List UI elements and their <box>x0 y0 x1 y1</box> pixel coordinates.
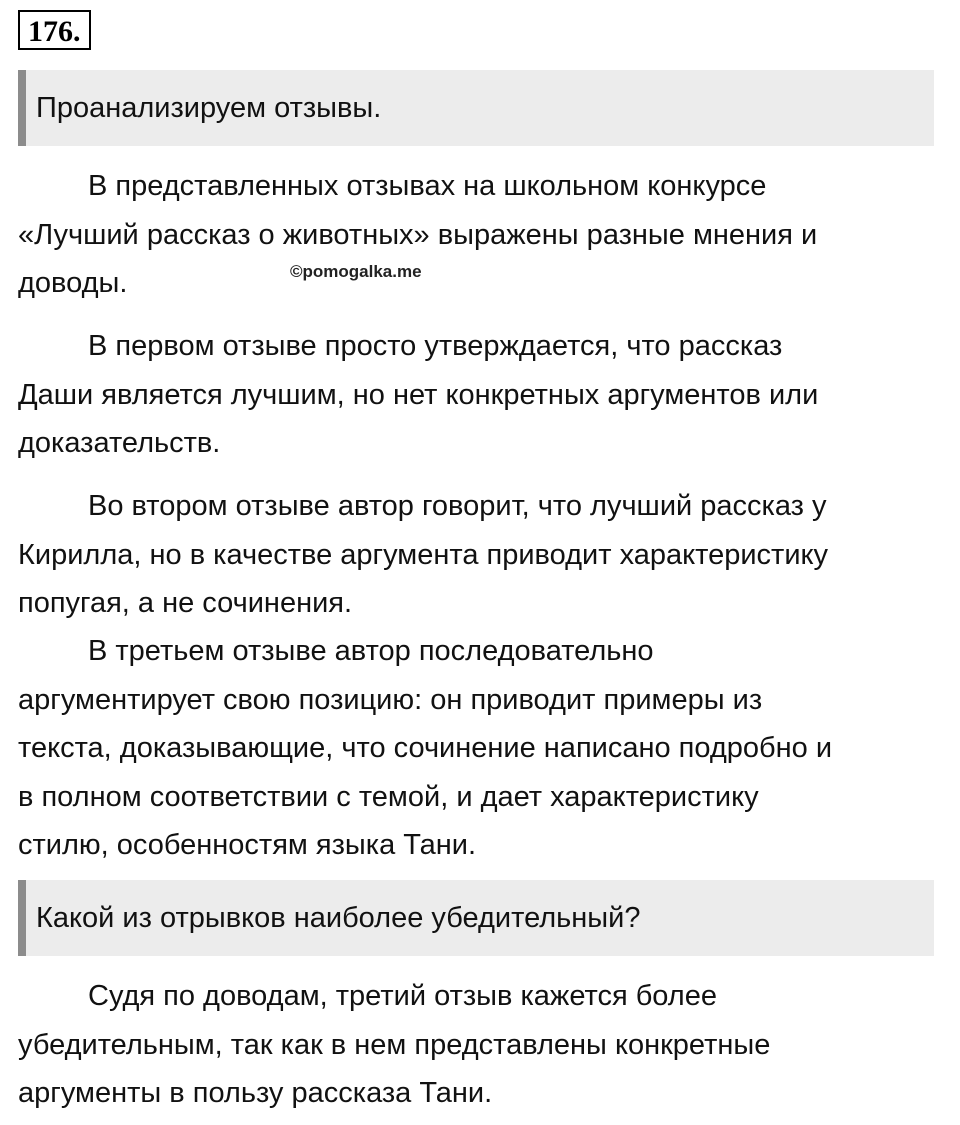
paragraph-intro <box>18 162 948 308</box>
paragraph-line: доказательств. <box>18 427 221 459</box>
watermark-text: ©pomogalka.me <box>290 262 422 281</box>
paragraph-line: Судя по доводам, третий отзыв кажется более <box>88 980 717 1012</box>
section-heading-analyze <box>18 70 934 146</box>
paragraph-line: В представленных отзывах на школьном конкурсе <box>88 170 767 202</box>
paragraph-line: В первом отзыве просто утверждается, что рассказ <box>88 330 783 362</box>
paragraph-line: текста, доказывающие, что сочинение написано подробно и <box>18 732 833 764</box>
paragraph-line: в полном соответствии с темой, и дает характеристику <box>18 780 759 813</box>
paragraph-line: Даши является лучшим, но нет конкретных аргументов или <box>18 378 819 411</box>
paragraph-line: В третьем отзыве автор последовательно <box>88 635 654 667</box>
paragraph-line: попугая, а не сочинения. <box>18 587 353 619</box>
paragraph-line: «Лучший рассказ о животных» выражены разные мнения и <box>18 218 818 251</box>
paragraph-line: Во втором отзыве автор говорит, что лучший рассказ у <box>88 490 827 522</box>
paragraph-first-review <box>18 322 948 468</box>
paragraph-third-review <box>18 627 948 870</box>
paragraph-line: убедительным, так как в нем представлены конкретные <box>18 1028 771 1061</box>
task-number: 176. <box>18 10 91 50</box>
paragraph-line: стилю, особенностям языка Тани. <box>18 829 477 861</box>
paragraph-line: аргументы в пользу рассказа Тани. <box>18 1077 493 1109</box>
paragraph-answer <box>18 972 948 1118</box>
task-number-value: 176 <box>28 15 73 48</box>
paragraph-line: аргументирует свою позицию: он приводит примеры из <box>18 683 763 716</box>
section-heading-question <box>18 880 934 956</box>
paragraph-line: Кирилла, но в качестве аргумента приводит характеристику <box>18 538 829 571</box>
paragraph-second-review <box>18 482 948 628</box>
section-heading-analyze-text: Проанализируем отзывы. <box>36 92 382 124</box>
section-heading-question-text: Какой из отрывков наиболее убедительный? <box>36 902 641 934</box>
paragraph-line: доводы. <box>18 267 128 299</box>
